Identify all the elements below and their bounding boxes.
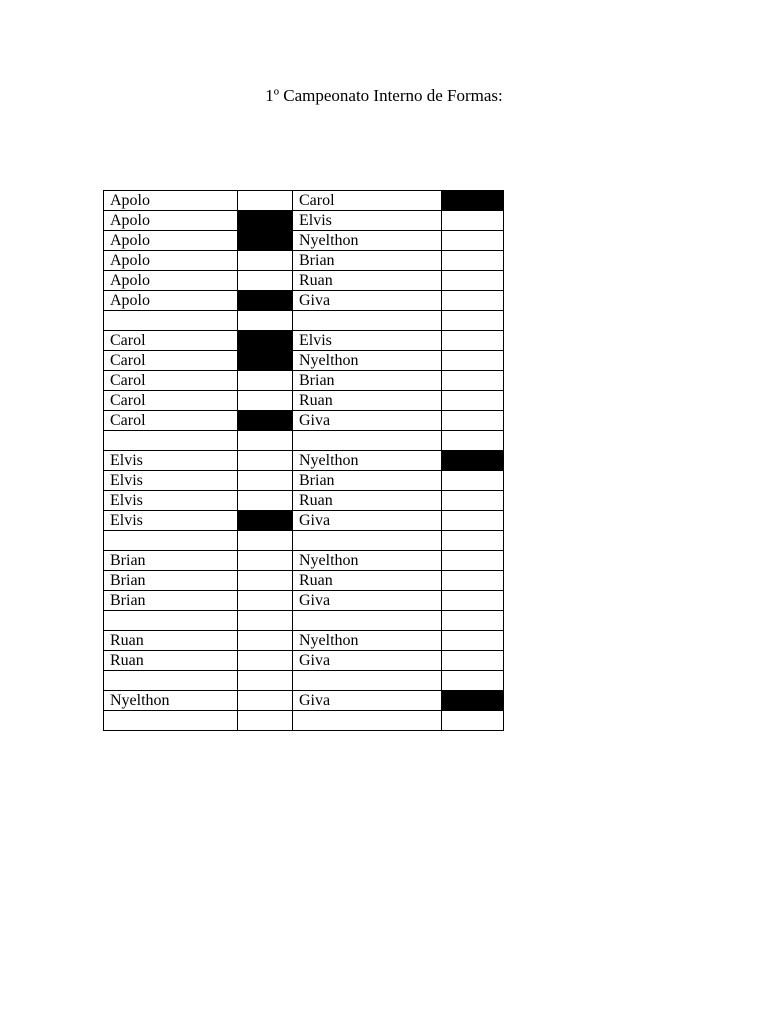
competitor-b-cell: Ruan: [293, 571, 442, 591]
competitor-b-mark: [442, 391, 504, 411]
competitor-b-cell: Nyelthon: [293, 351, 442, 371]
competitor-a-mark: [238, 511, 293, 531]
competitor-a-mark: [238, 351, 293, 371]
competitor-b-mark: [442, 411, 504, 431]
competitor-b-cell: Ruan: [293, 491, 442, 511]
competitor-b-mark: [442, 511, 504, 531]
table-row: [104, 291, 504, 311]
page-title: 1º Campeonato Interno de Formas:: [265, 86, 503, 105]
competitor-b-cell: Giva: [293, 511, 442, 531]
competitor-b-cell: [293, 531, 442, 551]
competitor-a-cell: Carol: [104, 371, 238, 391]
competitor-b-cell: [293, 671, 442, 691]
table-row: [104, 431, 504, 451]
competitor-b-mark: [442, 671, 504, 691]
competitor-b-cell: Giva: [293, 411, 442, 431]
competitor-b-mark: [442, 231, 504, 251]
competitor-a-cell: Carol: [104, 331, 238, 351]
competitor-a-mark: [238, 251, 293, 271]
table-row: [104, 591, 504, 611]
table-row: [104, 271, 504, 291]
competitor-b-mark: [442, 471, 504, 491]
competitor-a-mark: [238, 411, 293, 431]
competitor-a-cell: Apolo: [104, 291, 238, 311]
competitor-a-cell: Apolo: [104, 271, 238, 291]
competitor-b-mark: [442, 711, 504, 731]
competitor-a-mark: [238, 371, 293, 391]
competitor-b-cell: Brian: [293, 371, 442, 391]
table-row: [104, 311, 504, 331]
competitor-b-mark: [442, 211, 504, 231]
competitor-b-mark: [442, 691, 504, 711]
competitor-a-mark: [238, 311, 293, 331]
competitor-a-cell: Carol: [104, 351, 238, 371]
competitor-a-mark: [238, 211, 293, 231]
competitor-b-cell: Nyelthon: [293, 231, 442, 251]
competitor-b-mark: [442, 551, 504, 571]
competitor-a-cell: [104, 611, 238, 631]
match-table-body: [104, 191, 504, 731]
competitor-b-mark: [442, 451, 504, 471]
table-row: [104, 211, 504, 231]
table-row: [104, 691, 504, 711]
table-row: [104, 471, 504, 491]
table-row: [104, 331, 504, 351]
table-row: [104, 531, 504, 551]
competitor-b-mark: [442, 371, 504, 391]
competitor-b-cell: Nyelthon: [293, 551, 442, 571]
table-row: [104, 371, 504, 391]
competitor-a-mark: [238, 711, 293, 731]
table-row: [104, 251, 504, 271]
competitor-a-mark: [238, 531, 293, 551]
competitor-a-cell: Carol: [104, 391, 238, 411]
competitor-b-cell: Nyelthon: [293, 631, 442, 651]
competitor-a-mark: [238, 611, 293, 631]
competitor-a-cell: Apolo: [104, 211, 238, 231]
competitor-b-mark: [442, 331, 504, 351]
table-row: [104, 631, 504, 651]
competitor-b-mark: [442, 291, 504, 311]
table-row: [104, 491, 504, 511]
competitor-b-mark: [442, 651, 504, 671]
competitor-a-mark: [238, 571, 293, 591]
competitor-a-cell: Apolo: [104, 191, 238, 211]
competitor-a-cell: Apolo: [104, 251, 238, 271]
competitor-b-cell: [293, 431, 442, 451]
competitor-b-cell: [293, 611, 442, 631]
competitor-a-cell: [104, 431, 238, 451]
competitor-a-cell: [104, 531, 238, 551]
competitor-b-cell: Brian: [293, 251, 442, 271]
competitor-b-mark: [442, 311, 504, 331]
competitor-b-mark: [442, 351, 504, 371]
competitor-b-mark: [442, 191, 504, 211]
table-row: [104, 671, 504, 691]
competitor-a-cell: [104, 311, 238, 331]
competitor-a-mark: [238, 671, 293, 691]
competitor-b-cell: Giva: [293, 291, 442, 311]
table-row: [104, 611, 504, 631]
competitor-a-mark: [238, 651, 293, 671]
competitor-b-cell: Ruan: [293, 271, 442, 291]
competitor-a-cell: Apolo: [104, 231, 238, 251]
table-row: [104, 411, 504, 431]
competitor-a-cell: Ruan: [104, 651, 238, 671]
competitor-a-mark: [238, 431, 293, 451]
competitor-a-mark: [238, 491, 293, 511]
competitor-a-mark: [238, 471, 293, 491]
competitor-a-mark: [238, 271, 293, 291]
competitor-a-cell: Carol: [104, 411, 238, 431]
competitor-b-cell: Nyelthon: [293, 451, 442, 471]
competitor-a-mark: [238, 451, 293, 471]
competitor-a-cell: Nyelthon: [104, 691, 238, 711]
competitor-a-mark: [238, 551, 293, 571]
competitor-b-mark: [442, 591, 504, 611]
competitor-a-mark: [238, 391, 293, 411]
competitor-a-mark: [238, 691, 293, 711]
competitor-a-cell: Brian: [104, 551, 238, 571]
table-row: [104, 511, 504, 531]
competitor-a-cell: Elvis: [104, 451, 238, 471]
match-table: [103, 190, 504, 731]
table-row: [104, 231, 504, 251]
competitor-a-mark: [238, 631, 293, 651]
competitor-b-cell: [293, 311, 442, 331]
table-row: [104, 351, 504, 371]
competitor-a-cell: Ruan: [104, 631, 238, 651]
competitor-a-mark: [238, 591, 293, 611]
competitor-a-mark: [238, 331, 293, 351]
table-row: [104, 391, 504, 411]
competitor-b-cell: Brian: [293, 471, 442, 491]
competitor-a-mark: [238, 291, 293, 311]
competitor-a-cell: Elvis: [104, 471, 238, 491]
competitor-b-mark: [442, 571, 504, 591]
competitor-b-mark: [442, 271, 504, 291]
competitor-a-cell: Elvis: [104, 511, 238, 531]
competitor-a-cell: [104, 671, 238, 691]
table-row: [104, 191, 504, 211]
competitor-a-cell: Brian: [104, 591, 238, 611]
competitor-b-mark: [442, 611, 504, 631]
table-row: [104, 571, 504, 591]
competitor-b-cell: Giva: [293, 691, 442, 711]
competitor-b-cell: Giva: [293, 651, 442, 671]
competitor-b-mark: [442, 531, 504, 551]
competitor-a-cell: [104, 711, 238, 731]
competitor-b-cell: Elvis: [293, 211, 442, 231]
table-row: [104, 651, 504, 671]
table-row: [104, 551, 504, 571]
competitor-b-cell: Ruan: [293, 391, 442, 411]
competitor-a-mark: [238, 191, 293, 211]
competitor-a-cell: Elvis: [104, 491, 238, 511]
competitor-a-mark: [238, 231, 293, 251]
competitor-b-mark: [442, 631, 504, 651]
competitor-b-mark: [442, 491, 504, 511]
table-row: [104, 451, 504, 471]
competitor-b-mark: [442, 251, 504, 271]
competitor-b-cell: [293, 711, 442, 731]
table-row: [104, 711, 504, 731]
competitor-b-mark: [442, 431, 504, 451]
competitor-b-cell: Giva: [293, 591, 442, 611]
competitor-b-cell: Elvis: [293, 331, 442, 351]
competitor-a-cell: Brian: [104, 571, 238, 591]
competitor-b-cell: Carol: [293, 191, 442, 211]
